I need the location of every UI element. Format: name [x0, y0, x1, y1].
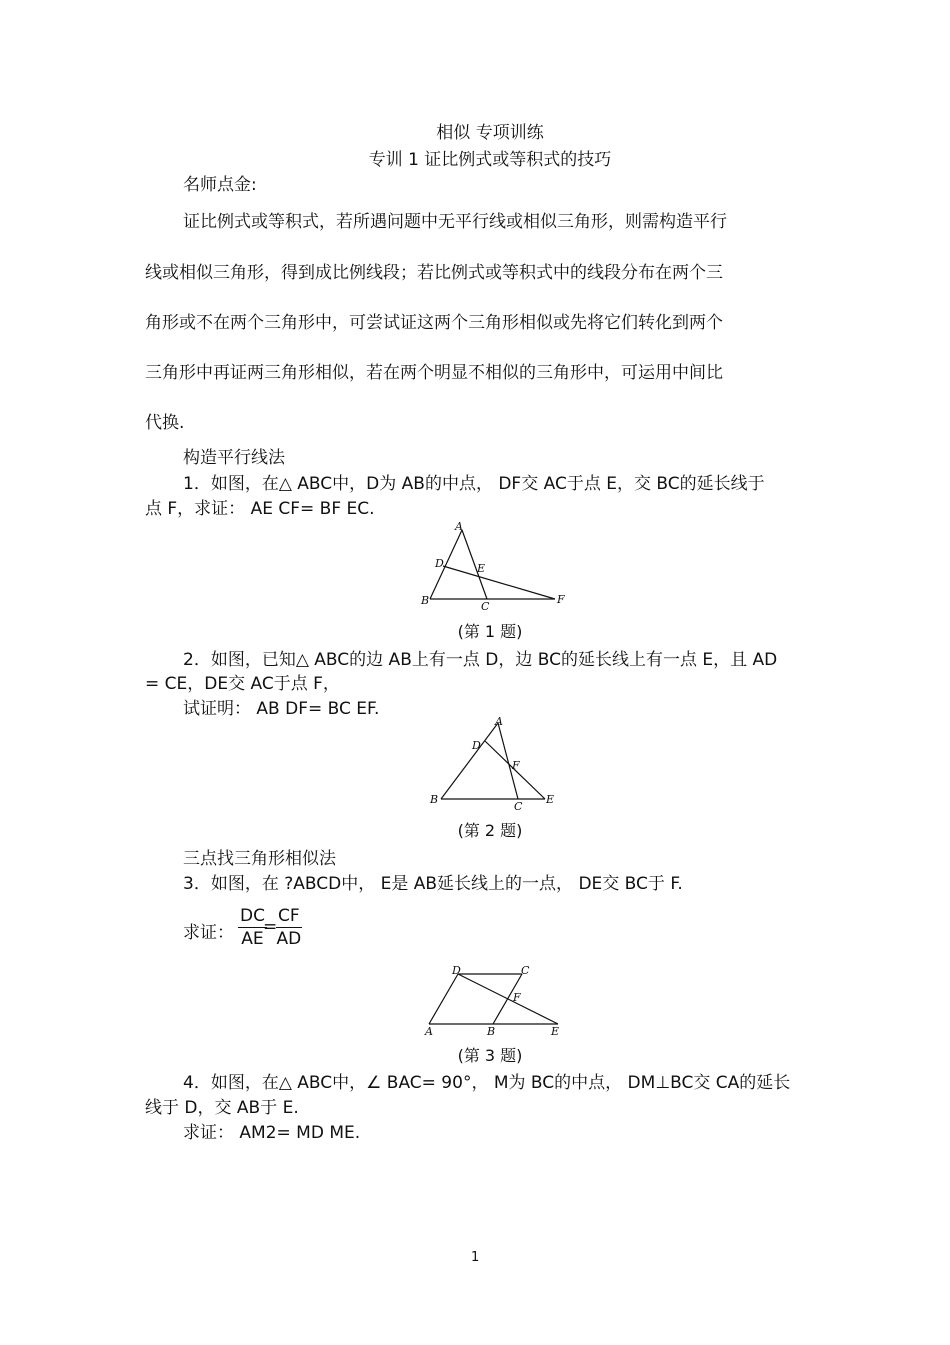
q3-label-c: C — [521, 964, 530, 977]
q3-frac2-denominator: AD — [276, 929, 302, 949]
q3-label-d: D — [452, 964, 461, 977]
q2-line-2: = CE，DE交 AC于点 F， — [145, 674, 340, 694]
q2-label-b: B — [430, 793, 439, 806]
q3-label-a: A — [425, 1025, 433, 1037]
tips-line-1: 证比例式或等积式，若所遇问题中无平行线或相似三角形，则需构造平行 — [183, 212, 727, 232]
q1-label-f: F — [557, 593, 565, 606]
q2-label-d: D — [472, 739, 481, 752]
q3-figure — [420, 962, 570, 1037]
tips-line-5: 代换. — [145, 413, 185, 433]
q2-label-a: A — [495, 715, 503, 728]
section-heading-parallel: 构造平行线法 — [183, 448, 285, 468]
tips-line-2: 线或相似三角形，得到成比例线段；若比例式或等积式中的线段分布在两个三 — [145, 263, 723, 283]
q1-line-1: 1．如图，在△ ABC中，D为 AB的中点， DF交 AC于点 E，交 BC的延长线于 — [183, 474, 765, 494]
page-title: 相似 专项训练 — [436, 123, 544, 143]
q1-label-d: D — [435, 557, 444, 570]
q1-label-c: C — [481, 600, 490, 613]
q4-line-1: 4．如图，在△ ABC中，∠ BAC= 90°， M为 BC的中点， DM⊥BC交 CA的延长 — [183, 1073, 791, 1093]
q3-equals: = — [263, 917, 278, 937]
q2-label-f: F — [512, 759, 520, 772]
q1-line-2: 点 F，求证： AE CF= BF EC. — [145, 499, 375, 519]
q3-frac1-numerator: DC — [240, 906, 265, 926]
q2-line-1: 2．如图，已知△ ABC的边 AB上有一点 D，边 BC的延长线上有一点 E，且 AD — [183, 650, 778, 670]
q3-label-e: E — [551, 1025, 560, 1037]
q3-frac2-numerator: CF — [278, 906, 300, 926]
q3-caption: (第 3 题) — [457, 1046, 523, 1065]
q2-label-e: E — [546, 793, 555, 806]
tips-line-4: 三角形中再证两三角形相似，若在两个明显不相似的三角形中，可运用中间比 — [145, 363, 723, 383]
q1-caption: (第 1 题) — [457, 622, 523, 641]
tips-line-3: 角形或不在两个三角形中，可尝试证这两个三角形相似或先将它们转化到两个 — [145, 313, 723, 333]
page-number: 1 — [471, 1250, 480, 1265]
q2-figure — [425, 713, 565, 813]
section-heading-three-points: 三点找三角形相似法 — [183, 849, 336, 869]
q3-line-1: 3．如图，在 ?ABCD中， E是 AB延长线上的一点， DE交 BC于 F. — [183, 874, 683, 894]
q2-line-3: 试证明： AB DF= BC EF. — [183, 699, 380, 719]
q3-frac1-denominator: AE — [241, 929, 264, 949]
q4-line-3: 求证： AM2= MD ME. — [183, 1123, 361, 1143]
q1-label-e: E — [477, 562, 486, 575]
q1-figure — [415, 518, 575, 613]
tips-heading: 名师点金: — [183, 175, 257, 195]
q2-label-c: C — [514, 800, 523, 813]
q3-prove-label: 求证： — [183, 923, 234, 943]
q3-fraction-right — [276, 905, 302, 950]
q4-line-2: 线于 D，交 AB于 E. — [145, 1098, 299, 1118]
q1-label-a: A — [455, 520, 463, 533]
q2-caption: (第 2 题) — [457, 821, 523, 840]
q3-label-f: F — [513, 991, 521, 1004]
page-subtitle: 专训 1 证比例式或等积式的技巧 — [368, 150, 612, 170]
q3-label-b: B — [487, 1025, 496, 1037]
q1-label-b: B — [421, 594, 430, 607]
